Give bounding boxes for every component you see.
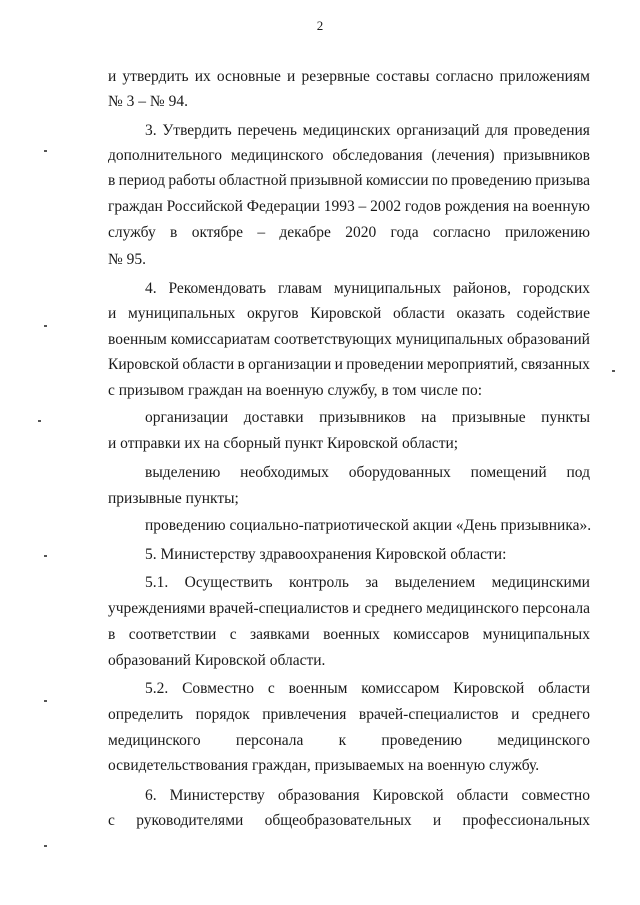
word: комиссаров <box>393 626 470 643</box>
word: муниципальных <box>482 626 590 643</box>
word: организации <box>145 409 229 426</box>
word: рождения <box>444 198 510 215</box>
word: проведению <box>381 732 463 749</box>
text-line <box>145 121 590 141</box>
text-line: с призывом граждан на военную службу, в том числе по: <box>108 382 483 399</box>
scan-speck <box>44 700 47 702</box>
word: содействие <box>516 305 590 322</box>
word: муниципальных <box>333 280 442 297</box>
text-line <box>108 731 590 751</box>
word: Кировской <box>108 356 180 373</box>
word: комиссариатам <box>170 331 271 348</box>
word: и <box>352 600 361 617</box>
text-line <box>145 408 590 428</box>
text-line <box>145 279 590 299</box>
text-line: 5. Министерству здравоохранения Кировской области: <box>145 546 507 563</box>
scan-speck <box>38 420 41 422</box>
text-line <box>108 67 590 87</box>
scan-speck <box>44 845 47 847</box>
word: основные <box>216 68 281 85</box>
word: и <box>511 706 520 723</box>
word: порядок <box>195 706 250 723</box>
word: и <box>334 356 343 373</box>
word: на <box>421 409 437 426</box>
word: медицинского <box>426 600 519 617</box>
text-line <box>145 679 590 699</box>
word: Кировской <box>453 680 525 697</box>
word: на <box>513 198 529 215</box>
word: и <box>108 305 117 322</box>
text-line: освидетельствования граждан, призываемых на военную службу. <box>108 757 540 774</box>
word: контроль <box>289 574 349 591</box>
word: определить <box>108 706 184 723</box>
word: совместно <box>521 787 590 804</box>
word: 6. <box>145 787 157 804</box>
word: года <box>390 224 419 241</box>
word: период <box>118 172 166 189</box>
word: с <box>229 626 237 643</box>
scan-speck <box>44 555 47 557</box>
word: Министерству <box>169 787 265 804</box>
word: доставки <box>243 409 304 426</box>
word: образования <box>277 787 360 804</box>
word: военным <box>288 680 348 697</box>
word: 3. <box>145 122 157 139</box>
word: Рекомендовать <box>168 280 267 297</box>
word: учреждениями <box>108 600 206 617</box>
word: Совместно <box>182 680 255 697</box>
word: области <box>538 680 590 697</box>
word: общеобразовательных <box>264 812 412 829</box>
word: округов <box>246 305 299 322</box>
word: с <box>108 812 115 829</box>
text-line <box>108 171 590 191</box>
text-line: призывные пункты; <box>108 490 239 507</box>
word: перечень <box>237 122 297 139</box>
word: для <box>485 122 509 139</box>
word: врачей-специалистов <box>209 600 349 617</box>
text-line <box>108 223 590 243</box>
word: 2002 <box>370 198 402 215</box>
word: области <box>393 305 445 322</box>
word: пункты <box>541 409 590 426</box>
text-line <box>108 599 590 619</box>
word: приложениям <box>499 68 590 85</box>
word: проведению <box>451 172 532 189</box>
word: призыва <box>535 172 590 189</box>
scan-speck <box>612 370 615 372</box>
word: призывников <box>319 409 406 426</box>
text-line <box>108 811 590 831</box>
word: заявками <box>249 626 310 643</box>
word: помещений <box>470 464 547 481</box>
text-line <box>108 304 590 324</box>
word: городских <box>522 280 590 297</box>
text-line <box>145 573 590 593</box>
word: дополнительного <box>108 147 223 164</box>
word: Осуществить <box>184 574 273 591</box>
word: комиссии <box>365 172 429 189</box>
word: руководителями <box>136 812 244 829</box>
word: годов <box>404 198 442 215</box>
word: призывной <box>290 172 363 189</box>
text-line <box>108 625 590 645</box>
word: в <box>237 356 245 373</box>
word: соответствии <box>128 626 217 643</box>
text-line <box>108 197 590 217</box>
text-line: и отправки их на сборный пункт Кировской области; <box>108 435 459 452</box>
word: выделению <box>145 464 221 481</box>
word: выделением <box>394 574 476 591</box>
word: соответствующих <box>274 331 392 348</box>
word: мероприятий, <box>426 356 518 373</box>
word: в <box>108 626 116 643</box>
word: среднего <box>531 706 590 723</box>
word: и <box>108 68 117 85</box>
word: граждан <box>108 198 163 215</box>
text-line: № 95. <box>108 251 147 268</box>
word: к <box>338 732 347 749</box>
word: связанных <box>521 356 590 373</box>
text-line <box>108 355 590 375</box>
word: Утвердить <box>162 122 232 139</box>
word: медицинского <box>230 147 324 164</box>
word: и <box>432 812 442 829</box>
word: с <box>267 680 275 697</box>
word: – <box>257 224 266 241</box>
word: образований <box>507 331 590 348</box>
word: организаций <box>396 122 480 139</box>
word: 1993 <box>323 198 355 215</box>
word: районов, <box>453 280 511 297</box>
word: за <box>365 574 379 591</box>
word: призывников <box>503 147 590 164</box>
word: – <box>358 198 367 215</box>
word: Федерации <box>246 198 320 215</box>
word: обследования <box>332 147 423 164</box>
word: оборудованных <box>348 464 451 481</box>
text-line <box>145 786 590 806</box>
scan-speck <box>44 150 47 152</box>
word: областной <box>218 172 287 189</box>
word: 5.2. <box>145 680 169 697</box>
word: под <box>566 464 590 481</box>
text-line <box>145 463 590 483</box>
word: в <box>108 172 116 189</box>
word: проведения <box>513 122 590 139</box>
word: составы <box>376 68 430 85</box>
word: октябре <box>191 224 243 241</box>
word: необходимых <box>240 464 329 481</box>
word: и <box>287 68 296 85</box>
word: службу <box>108 224 156 241</box>
scan-speck <box>44 325 47 327</box>
word: области <box>456 787 509 804</box>
word: военную <box>532 198 590 215</box>
word: в <box>170 224 178 241</box>
text-line <box>108 705 590 725</box>
word: медицинского <box>108 732 201 749</box>
word: комиссаром <box>361 680 440 697</box>
word: Кировской <box>310 305 382 322</box>
word: персонала <box>522 600 590 617</box>
word: главам <box>277 280 322 297</box>
word: военных <box>323 626 380 643</box>
word: муниципальных <box>127 305 236 322</box>
word: муниципальных <box>395 331 504 348</box>
word: военным <box>108 331 167 348</box>
word: медицинскими <box>491 574 590 591</box>
word: утвердить <box>122 68 189 85</box>
text-line: проведению социально-патриотической акции «День призывника». <box>145 517 592 534</box>
word: Кировской <box>372 787 444 804</box>
word: медицинских <box>302 122 391 139</box>
word: по <box>431 172 448 189</box>
word: проведении <box>346 356 424 373</box>
word: персонала <box>235 732 304 749</box>
word: привлечения <box>262 706 347 723</box>
word: 4. <box>145 280 157 297</box>
word: согласно <box>432 224 491 241</box>
word: призывные <box>451 409 526 426</box>
word: согласно <box>435 68 494 85</box>
word: организации <box>248 356 332 373</box>
word: профессиональных <box>462 812 590 829</box>
word: приложению <box>504 224 590 241</box>
word: области <box>182 356 235 373</box>
word: врачей-специалистов <box>358 706 499 723</box>
word: их <box>194 68 211 85</box>
word: декабре <box>279 224 331 241</box>
word: работы <box>168 172 216 189</box>
text-line: № 3 – № 94. <box>108 93 188 110</box>
text-line <box>108 330 590 350</box>
text-line <box>108 146 590 166</box>
word: оказать <box>456 305 505 322</box>
text-line: образований Кировской области. <box>108 652 326 669</box>
word: 5.1. <box>145 574 169 591</box>
word: резервные <box>301 68 370 85</box>
word: 2020 <box>345 224 377 241</box>
word: (лечения) <box>431 147 495 164</box>
word: медицинского <box>497 732 590 749</box>
word: среднего <box>364 600 423 617</box>
page-number: 2 <box>316 18 324 33</box>
word: Российской <box>166 198 243 215</box>
